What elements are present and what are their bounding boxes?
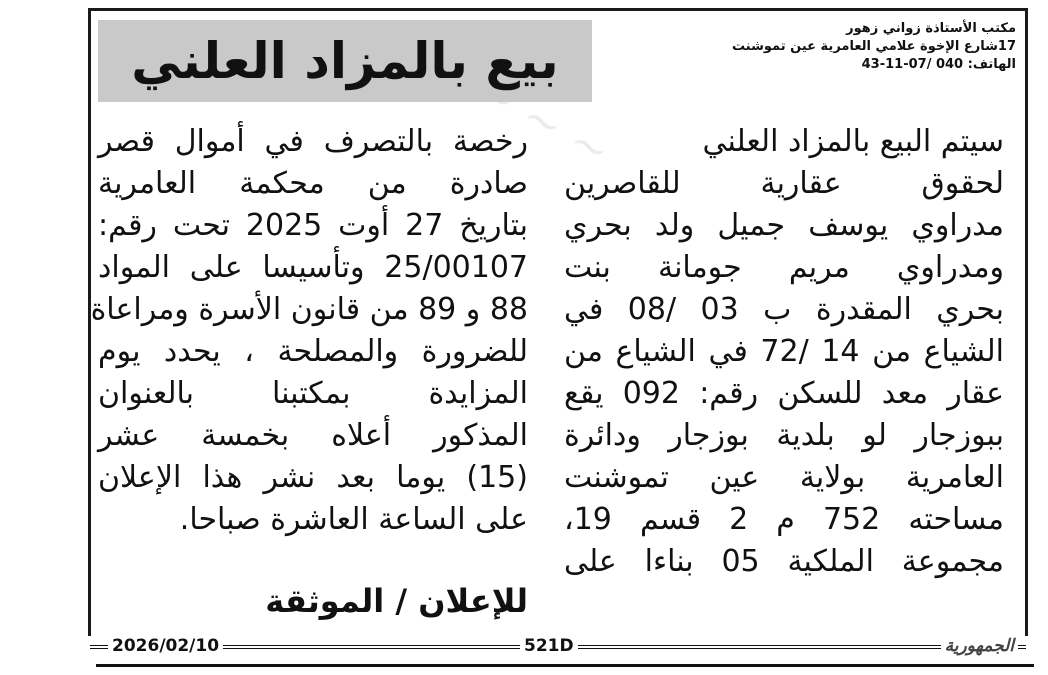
footer-date: 2026/02/10 [108, 636, 223, 656]
right-line-2: لحقوق عقارية للقاصرين [564, 166, 1004, 201]
left-line-10: على الساعة العاشرة صباحا. [179, 502, 528, 537]
right-line-4: ومدراوي مريم جومانة بنت [564, 250, 1004, 285]
background-watermark: ~ ~ ~ [466, 62, 620, 179]
right-line-10: مساحته 752 م 2 قسم 19، [564, 502, 1004, 537]
office-header [676, 20, 1016, 74]
signature-line: للإعلان / الموثقة [265, 582, 528, 620]
left-line-1: رخصة بالتصرف في أموال قصر [98, 124, 528, 159]
left-line-2: صادرة من محكمة العامرية [98, 166, 528, 201]
bottom-rule [96, 664, 1034, 667]
footer-masthead: الجمهورية [941, 636, 1018, 656]
banner-title: بيع بالمزاد العلني [131, 32, 559, 90]
left-line-7: المزايدة بمكتبنا بالعنوان [98, 376, 528, 411]
left-line-4: 25/00107 وتأسيسا على المواد [98, 250, 528, 285]
office-name: مكتب الأستاذة زواني زهور [846, 21, 1016, 36]
left-line-8: المذكور أعلاه بخمسة عشر [98, 418, 528, 453]
office-phone: الهاتف: 040 /07-11-43 [861, 57, 1016, 72]
right-line-7: عقار معد للسكن رقم: 092 يقع [564, 376, 1005, 411]
right-line-11: مجموعة الملكية 05 بناءا على [564, 544, 1004, 579]
left-line-3: بتاريخ 27 أوت 2025 تحت رقم: [98, 208, 528, 243]
right-line-3: مدراوي يوسف جميل ولد بحري [564, 208, 1004, 243]
left-line-6: للضرورة والمصلحة ، يحدد يوم [98, 334, 528, 369]
footer-code: 521D [520, 636, 578, 656]
auction-banner [98, 20, 592, 102]
page-footer [88, 636, 1028, 656]
right-line-8: ببوزجار لو بلدية بوزجار ودائرة [564, 418, 1004, 453]
right-line-9: العامرية بولاية عين تموشنت [564, 460, 1004, 495]
left-line-9: (15) يوما بعد نشر هذا الإعلان [98, 460, 528, 495]
right-line-5: بحري المقدرة ب 03 /08 في [564, 292, 1004, 327]
left-line-5: 88 و 89 من قانون الأسرة ومراعاة [90, 292, 528, 327]
right-line-1: سيتم البيع بالمزاد العلني [702, 124, 1004, 159]
office-address: 17شارع الإخوة علامي العامرية عين تموشنت [732, 39, 1016, 54]
right-line-6: الشياع من 14 /72 في الشياع من [564, 334, 1004, 369]
